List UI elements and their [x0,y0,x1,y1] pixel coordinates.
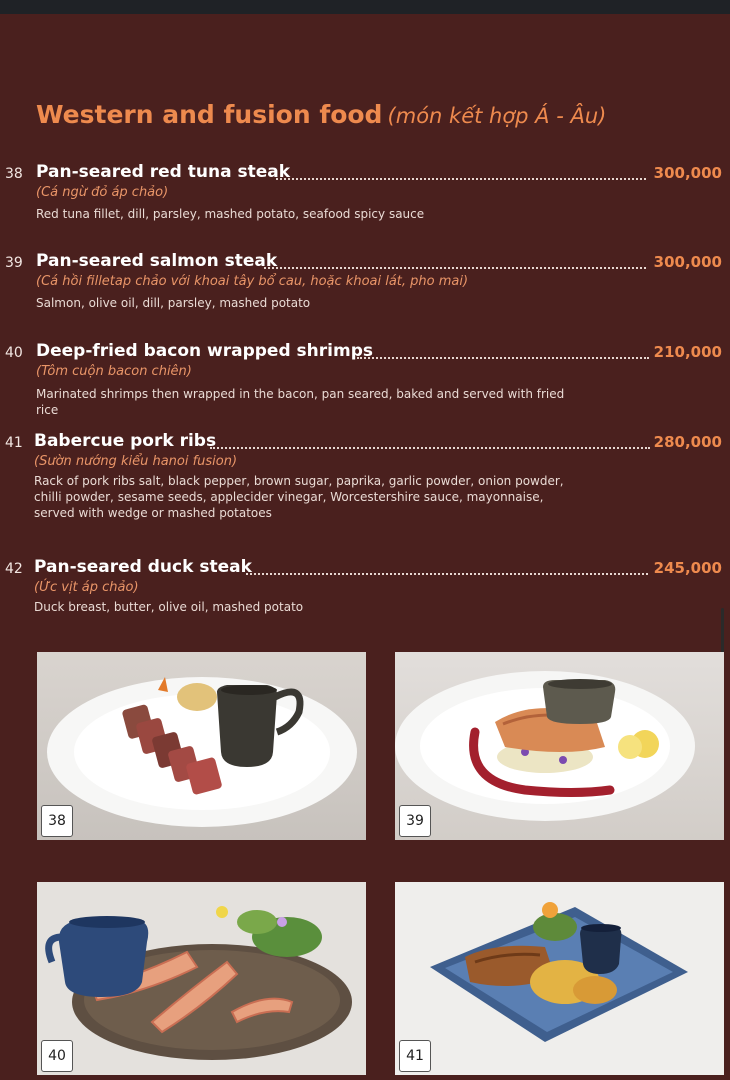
item-description: Marinated shrimps then wrapped in the bacon, pan seared, baked and served with fried rice [36,387,565,417]
item-number: 41 [5,435,23,451]
dish-photo-41[interactable] [395,882,724,1075]
item-vietnamese-name: (Cá ngừ đỏ áp chảo) [36,185,169,200]
item-price: 210,000 [653,343,722,361]
section-title-main: Western and fusion food [36,100,383,129]
section-title [36,100,606,129]
item-price: 245,000 [653,559,722,577]
item-number: 40 [5,345,23,361]
item-name: Pan-seared salmon steak [36,251,278,271]
item-price: 280,000 [653,433,722,451]
item-number: 42 [5,561,23,577]
item-description: Salmon, olive oil, dill, parsley, mashed potato [36,296,311,310]
top-bar [0,0,730,14]
dotted-leader [210,447,650,449]
item-vietnamese-name: (Cá hồi filletap chảo với khoai tây bổ cau, hoặc khoai lát, pho mai) [36,274,469,289]
dish-photo-40[interactable] [37,882,366,1075]
dish-photo-38[interactable] [37,652,366,840]
item-price: 300,000 [653,164,722,182]
photo-label-badge: 41 [399,1040,431,1072]
item-number: 39 [5,255,23,271]
dish-photo-39[interactable] [395,652,724,840]
item-description: Rack of pork ribs salt, black pepper, brown sugar, paprika, garlic powder, onion powder, chilli powder, sesame seeds, applecider vinegar, Worcestershire sauce, mayonnaise, served with wedge or mashed potatoes [34,474,564,520]
item-price: 300,000 [653,253,722,271]
dotted-leader [246,573,648,575]
item-vietnamese-name: (Sườn nướng kiểu hanoi fusion) [34,454,238,469]
item-name: Deep-fried bacon wrapped shrimps [36,341,373,361]
item-vietnamese-name: (Ức vịt áp chảo) [34,580,139,595]
photo-label-badge: 39 [399,805,431,837]
item-name: Pan-seared duck steak [34,557,252,577]
item-number: 38 [5,166,23,182]
item-name: Pan-seared red tuna steak [36,162,291,182]
item-vietnamese-name: (Tôm cuộn bacon chiên) [36,364,192,379]
photo-label-badge: 38 [41,805,73,837]
item-name: Babercue pork ribs [34,431,217,451]
dotted-leader [264,267,646,269]
item-description: Duck breast, butter, olive oil, mashed potato [34,600,304,614]
dotted-leader [357,357,649,359]
section-title-subtitle: (món kết hợp Á - Âu) [387,104,607,128]
photo-label-badge: 40 [41,1040,73,1072]
item-description: Red tuna fillet, dill, parsley, mashed potato, seafood spicy sauce [36,207,425,221]
dotted-leader [276,178,646,180]
